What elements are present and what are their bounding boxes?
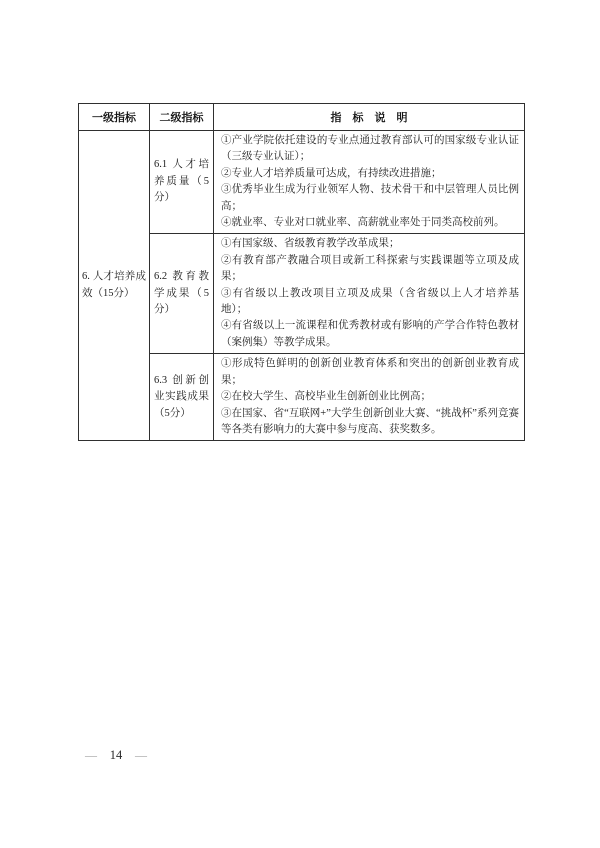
header-indicator-description: 指 标 说 明	[214, 104, 525, 131]
description-item: ③在国家、省“互联网+”大学生创新创业大赛、“挑战杯”系列竞赛等各类有影响力的大赛中参与度高、获奖数多。	[221, 407, 519, 435]
description-cell-6-1	[214, 131, 525, 234]
description-item: ②在校大学生、高校毕业生创新创业比例高；	[221, 391, 431, 403]
description-item: ①形成特色鲜明的创新创业教育体系和突出的创新创业教育成果；	[221, 358, 519, 386]
page-number	[85, 748, 147, 763]
description-item: ②专业人才培养质量可达成，有持续改进措施；	[221, 167, 442, 179]
description-item: ①有国家级、省级教育教学改革成果；	[221, 238, 400, 250]
second-level-indicator-cell-6-3: 6.3 创新创业实践成果（5分）	[150, 354, 214, 441]
description-item: ④就业率、专业对口就业率、高薪就业率处于同类高校前列。	[221, 217, 505, 229]
page-number-dash-left: —	[85, 748, 97, 762]
table-header-row	[79, 104, 525, 131]
description-cell-6-3	[214, 354, 525, 441]
second-level-indicator-cell-6-2: 6.2 教育教学成果（5分）	[150, 234, 214, 354]
table-row-6-1	[79, 131, 525, 234]
description-item: ②有教育部产教融合项目或新工科探索与实践课题等立项及成果；	[221, 254, 519, 283]
description-item: ④有省级以上一流课程和优秀教材或有影响的产学合作特色教材（案例集）等教学成果。	[221, 320, 519, 348]
description-item: ①产业学院依托建设的专业点通过教育部认可的国家级专业认证（三级专业认证）；	[221, 135, 519, 163]
description-item: ③优秀毕业生成为行业领军人物、技术骨干和中层管理人员比例高；	[221, 184, 519, 212]
page-number-dash-right: —	[135, 748, 147, 762]
header-first-level-indicator: 一级指标	[79, 104, 150, 131]
page-number-value: 14	[109, 748, 123, 762]
description-item: ③有省级以上教改项目立项及成果（含省级以上人才培养基地）；	[221, 287, 519, 316]
description-cell-6-2	[214, 234, 525, 354]
indicator-table	[78, 103, 525, 441]
first-level-indicator-cell: 6. 人才培养成效（15分）	[79, 131, 150, 441]
header-second-level-indicator: 二级指标	[150, 104, 214, 131]
second-level-indicator-cell-6-1: 6.1 人才培养质量（5分）	[150, 131, 214, 234]
